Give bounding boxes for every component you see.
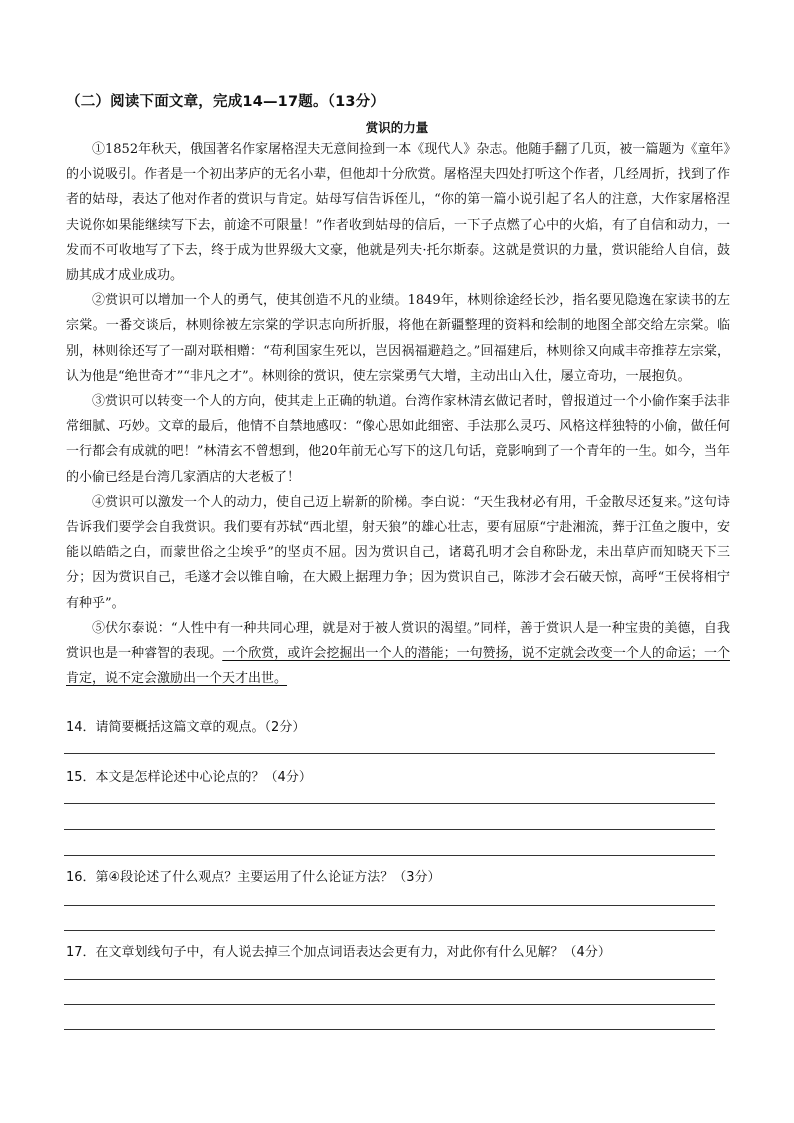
answer-line[interactable] bbox=[64, 905, 715, 906]
answer-line[interactable] bbox=[64, 979, 715, 980]
underlined-sentence: 一个欣赏，或许会挖掘出一个人的潜能；一句赞扬，说不定就会改变一个人的命运；一个肯定，说不定会激励出一个天才出世。 bbox=[66, 646, 730, 687]
question-16: 16．第④段论述了什么观点？主要运用了什么论证方法？（3分） bbox=[66, 870, 441, 885]
paragraph-3: ③赏识可以转变一个人的方向，使其走上正确的轨道。台湾作家林清玄做记者时，曾报道过一个小偷作案手法非常细腻、巧妙。文章的最后，他情不自禁地感叹：“像心思如此细密、手法那么灵巧、风格这样独特的小偷，做任何一行都会有成就的吧！”林清玄不曾想到，他20年前无心写下的这几句话，竟影响到了一个青年的一生。如今，当年的小偷已经是台湾几家酒店的大老板了！ bbox=[66, 394, 730, 485]
paragraph-5-text: ⑤伏尔泰说：“人性中有一种共同心理，就是对于被人赏识的渴望。”同样，善于赏识人是一种宝贵的美德，自我赏识也是一种睿智的表现。 bbox=[66, 620, 730, 662]
answer-line[interactable] bbox=[64, 803, 715, 804]
paragraph-5 bbox=[66, 616, 730, 692]
answer-line[interactable] bbox=[64, 829, 715, 830]
question-15: 15．本文是怎样论述中心论点的？（4分） bbox=[66, 770, 312, 785]
section-title: （二）阅读下面文章，完成14—17题。（13分） bbox=[66, 94, 386, 110]
article-body bbox=[66, 137, 730, 691]
paragraph-2: ②赏识可以增加一个人的勇气，使其创造不凡的业绩。1849年，林则徐途经长沙，指名要见隐逸在家读书的左宗棠。一番交谈后，林则徐被左宗棠的学识志向所折服，将他在新疆整理的资料和绘制的地图全部交给左宗棠。临别，林则徐还写了一副对联相赠：“苟利国家生死以，岂因祸福避趋之。”回福建后，林则徐又向咸丰帝推荐左宗棠，认为他是“绝世奇才”“非凡之才”。林则徐的赏识，使左宗棠勇气大增，主动出山入仕，屡立奇功，一展抱负。 bbox=[66, 293, 730, 384]
paragraph-1: ①1852年秋天，俄国著名作家屠格涅夫无意间捡到一本《现代人》杂志。他随手翻了几页，被一篇题为《童年》的小说吸引。作者是一个初出茅庐的无名小辈，但他却十分欣赏。屠格涅夫四处打听这个作者，几经周折，找到了作者的姑母，表达了他对作者的赏识与肯定。姑母写信告诉侄儿，“你的第一篇小说引起了名人的注意，大作家屠格涅夫说你如果能继续写下去，前途不可限量！”作者收到姑母的信后，一下子点燃了心中的火焰，有了自信和动力，一发而不可收地写了下去，终于成为世界级大文豪，他就是列夫·托尔斯泰。这就是赏识的力量，赏识能给人自信，鼓励其成才成业成功。 bbox=[66, 142, 730, 284]
question-17: 17．在文章划线句子中，有人说去掉三个加点词语表达会更有力，对此你有什么见解？（4分） bbox=[66, 945, 611, 960]
answer-line[interactable] bbox=[64, 1029, 715, 1030]
answer-line[interactable] bbox=[64, 855, 715, 856]
paragraph-4: ④赏识可以激发一个人的动力，使自己迈上崭新的阶梯。李白说：“天生我材必有用，千金散尽还复来。”这句诗告诉我们要学会自我赏识。我们要有苏轼“西北望，射天狼”的雄心壮志，要有屈原“宁赴湘流，葬于江鱼之腹中，安能以皓皓之白，而蒙世俗之尘埃乎”的坚贞不屈。因为赏识自己，诸葛孔明才会自称卧龙，未出草庐而知晓天下三分；因为赏识自己，毛遂才会以锥自喻，在大殿上据理力争；因为赏识自己，陈涉才会石破天惊，高呼“王侯将相宁有种乎”。 bbox=[66, 494, 730, 611]
answer-line[interactable] bbox=[64, 930, 715, 931]
question-14: 14．请简要概括这篇文章的观点。（2分） bbox=[66, 720, 306, 735]
answer-line[interactable] bbox=[64, 753, 715, 754]
article-title: 赏识的力量 bbox=[365, 120, 429, 135]
answer-line[interactable] bbox=[64, 1004, 715, 1005]
